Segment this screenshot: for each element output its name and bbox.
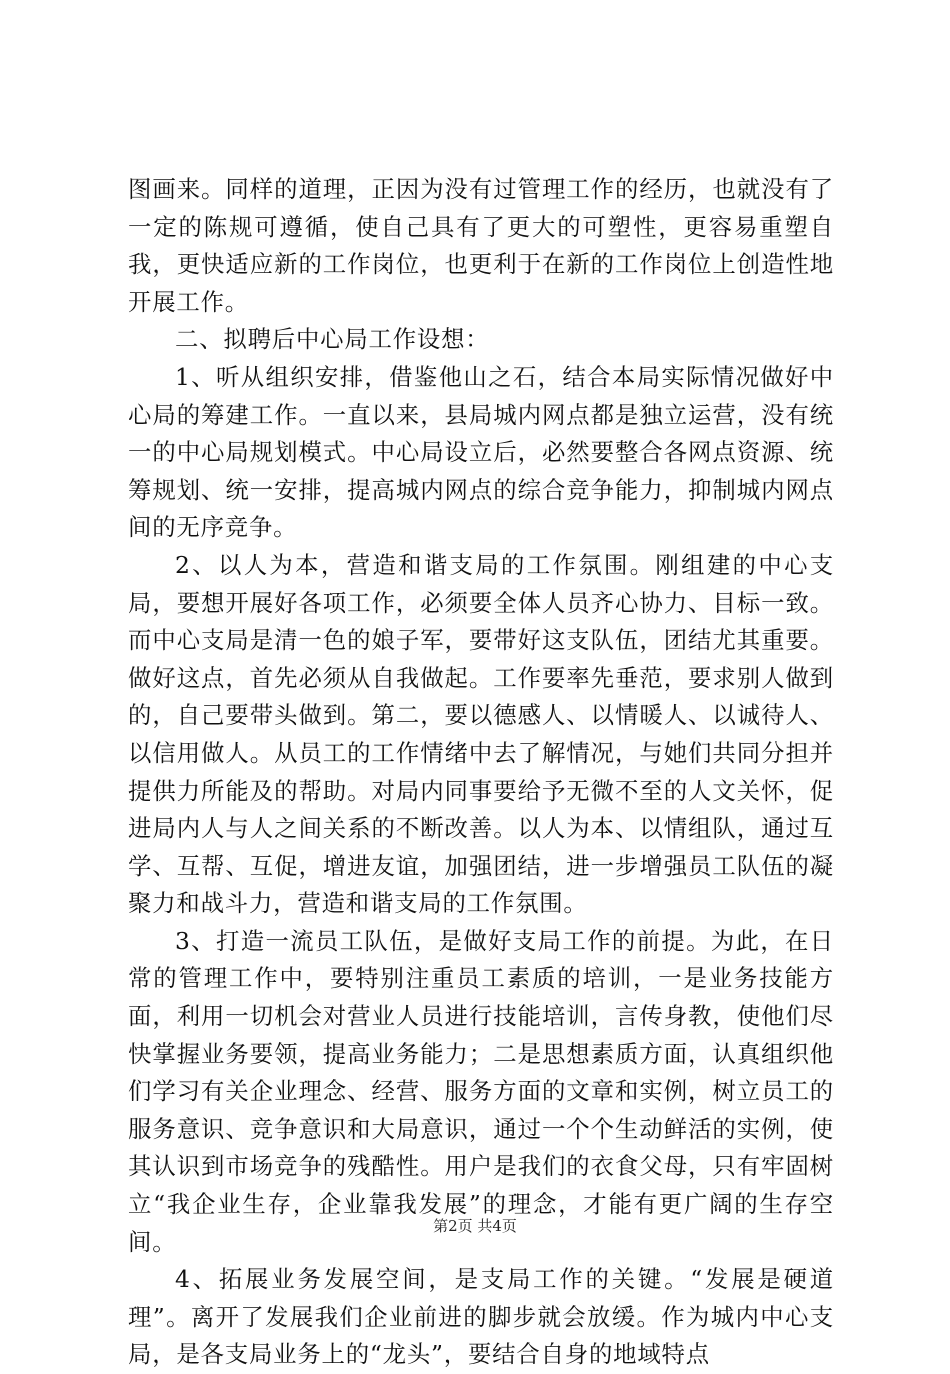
document-body (128, 171, 834, 1374)
paragraph-continuation: 图画来。同样的道理，正因为没有过管理工作的经历，也就没有了一定的陈规可遵循，使自己具有了更大的可塑性，更容易重塑自我，更快适应新的工作岗位，也更利于在新的工作岗位上创造性地开展工作。 (128, 175, 834, 316)
page-number-footer: 第2页 共4页 (433, 1217, 517, 1235)
paragraph-item-4: 4、拓展业务发展空间，是支局工作的关键。“发展是硬道理”。离开了发展我们企业前进的脚步就会放缓。作为城内中心支局，是各支局业务上的“龙头”，要结合自身的地域特点 (128, 1265, 834, 1369)
paragraph-item-1: 1、听从组织安排，借鉴他山之石，结合本局实际情况做好中心局的筹建工作。一直以来，县局城内网点都是独立运营，没有统一的中心局规划模式。中心局设立后，必然要整合各网点资源、统筹规划、统一安排，提高城内网点的综合竞争能力，抑制城内网点间的无序竞争。 (128, 362, 834, 542)
section-heading-plan: 二、拟聘后中心局工作设想： (175, 325, 490, 354)
paragraph-item-2: 2、以人为本，营造和谐支局的工作氛围。刚组建的中心支局，要想开展好各项工作，必须要全体人员齐心协力、目标一致。而中心支局是清一色的娘子军，要带好这支队伍，团结尤其重要。做好这点，首先必须从自我做起。工作要率先垂范，要求别人做到的，自己要带头做到。第二，要以德感人、以情暖人、以诚待人、以信用做人。从员工的工作情绪中去了解情况，与她们共同分担并提供力所能及的帮助。对局内同事要给予无微不至的人文关怀，促进局内人与人之间关系的不断改善。以人为本、以情组队，通过互学、互帮、互促，增进友谊，加强团结，进一步增强员工队伍的凝聚力和战斗力，营造和谐支局的工作氛围。 (128, 550, 834, 918)
paragraph-item-3: 3、打造一流员工队伍，是做好支局工作的前提。为此，在日常的管理工作中，要特别注重员工素质的培训，一是业务技能方面，利用一切机会对营业人员进行技能培训，言传身教，使他们尽快掌握业务要领，提高业务能力；二是思想素质方面，认真组织他们学习有关企业理念、经营、服务方面的文章和实例，树立员工的服务意识、竞争意识和大局意识，通过一个个生动鲜活的实例，使其认识到市场竞争的残酷性。用户是我们的衣食父母，只有牢固树立“我企业生存，企业靠我发展”的理念，才能有更广阔的生存空间。 (128, 926, 834, 1256)
